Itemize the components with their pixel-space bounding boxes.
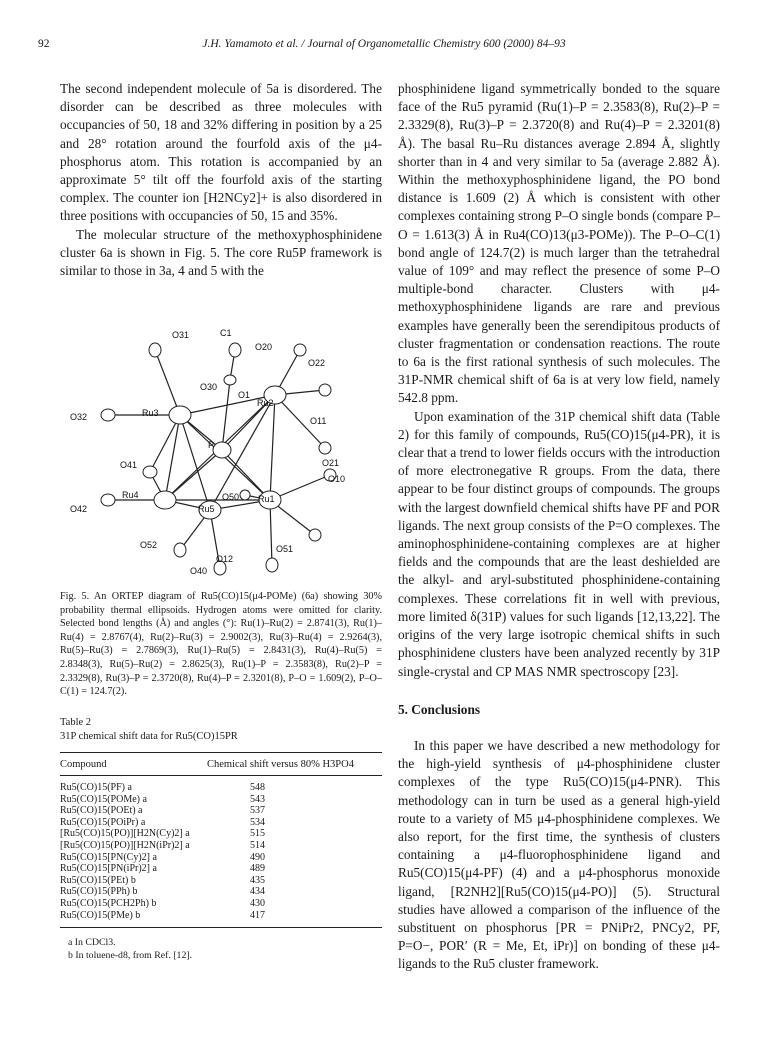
atom-label: O50 bbox=[222, 492, 240, 502]
cell-compound: Ru5(CO)15(PPh) b bbox=[60, 886, 138, 898]
atom-label: O51 bbox=[276, 544, 294, 554]
table-row bbox=[60, 898, 382, 910]
cell-compound: [Ru5(CO)15(PO)][H2N(Cy)2] a bbox=[60, 828, 190, 840]
table-row bbox=[60, 886, 382, 898]
atom-label: O10 bbox=[328, 474, 346, 484]
cell-shift: 430 bbox=[250, 897, 265, 909]
atom-label: P bbox=[208, 440, 215, 450]
atom-label: O30 bbox=[200, 382, 218, 392]
cell-compound: Ru5(CO)15[PN(iPr)2] a bbox=[60, 863, 157, 875]
cell-compound: Ru5(CO)15(PMe) b bbox=[60, 909, 141, 921]
page-number: 92 bbox=[38, 38, 50, 50]
cell-shift: 543 bbox=[250, 793, 265, 805]
ortep-diagram bbox=[60, 320, 382, 585]
cell-shift: 435 bbox=[250, 874, 265, 886]
atom-label: O12 bbox=[216, 554, 234, 564]
atom-label: O21 bbox=[322, 458, 340, 468]
atom-label: O40 bbox=[190, 566, 208, 576]
table-row bbox=[60, 828, 382, 840]
table-label: Table 2 bbox=[60, 717, 92, 728]
paragraph: In this paper we have described a new methodology for the high-yield synthesis of μ4-phosphinidene cluster complexes of the type Ru5(CO)15(μ4-PNR). This methodology can in turn be used as a general high-yield route to a variety of M5 μ4-phosphinidene complexes. We also report, for the first time, the synthesis of clusters containing a μ4-fluorophosphinidene ligand and Ru5(CO)15(μ4-PF) (4) and a μ4-phosphorus monoxide ligand, [R2NH2][Ru5(CO)15(μ4-PO)] (5). Structural studies have allowed a comparison of the influence of the substituent on phosphorus [PR = PNiPr2, PNCy2, PF, P=O−, POR′ (R = Me, Et, iPr)] on bonding of these μ4-ligands to the Ru5 cluster framework. bbox=[398, 737, 720, 972]
figure-caption: Fig. 5. An ORTEP diagram of Ru5(CO)15(μ4-POMe) (6a) showing 30% probability thermal ellipsoids. Hydrogen atoms were omitted for clarity. Selected bond lengths (Å) and angles (°): Ru(1)–Ru(2) = 2.8741(3), Ru(1)–Ru(4) = 2.8767(4), Ru(2)–Ru(3) = 2.9002(3), Ru(3)–Ru(4) = 2.9264(3), Ru(5)–Ru(3) = 2.7869(3), Ru(1)–Ru(5) = 2.8431(3), Ru(4)–Ru(5) = 2.8348(3), Ru(5)–Ru(2) = 2.8625(3), Ru(1)–P = 2.3583(8), Ru(2)–P = 2.3329(8), Ru(3)–P = 2.3720(8), Ru(4)–P = 2.3201(8), P–O = 1.609(2), P–O–C(1) = 124.7(2). bbox=[60, 591, 382, 698]
cell-compound: [Ru5(CO)15(PO)][H2N(iPr)2] a bbox=[60, 839, 190, 851]
atom-label: Ru1 bbox=[258, 494, 275, 504]
footnote: a In CDCl3. bbox=[68, 937, 116, 949]
table-row bbox=[60, 840, 382, 852]
cell-compound: Ru5(CO)15(POEt) a bbox=[60, 805, 143, 817]
table-title: 31P chemical shift data for Ru5(CO)15PR bbox=[60, 731, 238, 742]
atom-label: O22 bbox=[308, 358, 326, 368]
atom-label: O52 bbox=[140, 540, 158, 550]
left-column bbox=[60, 80, 382, 280]
table-row bbox=[60, 852, 382, 864]
atom-label: O32 bbox=[70, 412, 88, 422]
table-row bbox=[60, 863, 382, 875]
cell-compound: Ru5(CO)15[PN(Cy)2] a bbox=[60, 851, 157, 863]
table-row bbox=[60, 875, 382, 887]
atom-label: Ru3 bbox=[142, 408, 159, 418]
cell-shift: 434 bbox=[250, 886, 265, 898]
table-row bbox=[60, 910, 382, 922]
atom-label: O42 bbox=[70, 504, 88, 514]
ortep-figure bbox=[60, 320, 382, 585]
atom-label: O11 bbox=[310, 416, 327, 426]
table-row bbox=[60, 782, 382, 794]
paragraph: Upon examination of the 31P chemical shift data (Table 2) for this family of compounds, Ru5(CO)15(μ4-PR), it is clear that a trend to lower fields occurs with the introduction of more electronegative R groups. From the data, there appear to be four distinct groups of compounds. The groups with the largest downfield chemical shifts have PF and POR ligands. The next group consists of the P=O complexes. The aminophosphinidene-containing complexes are at higher fields and the compounds that are the least deshielded are the alkyl- and aryl-substituted phosphinidene-containing complexes. These correlations fit in well with previous, more limited δ(31P) values for such ligands [12,13,22]. The origins of the very large isotropic chemical shifts in such phosphinidene clusters have been analyzed recently by 31P single-crystal and CP MAS NMR spectroscopy [23]. bbox=[398, 408, 720, 679]
table-header bbox=[60, 752, 382, 776]
atom-label: Ru4 bbox=[122, 490, 139, 500]
running-header bbox=[38, 38, 730, 54]
atom-label: O1 bbox=[238, 390, 251, 400]
table-body bbox=[60, 776, 382, 928]
cell-shift: 548 bbox=[250, 782, 265, 793]
table-row bbox=[60, 805, 382, 817]
table-footnotes bbox=[60, 936, 382, 962]
cell-compound: Ru5(CO)15(POiPr) a bbox=[60, 816, 146, 828]
cell-shift: 515 bbox=[250, 828, 265, 840]
paragraph: phosphinidene ligand symmetrically bonded to the square face of the Ru5 pyramid (Ru(1)–P = 2.3583(8), Ru(2)–P = 2.3329(8), Ru(3)–P = 2.3720(8) and Ru(4)–P = 2.3201(8) Å). The basal Ru–Ru distances average 2.894 Å, slightly shorter than in 4 and very similar to 5a (average 2.882 Å). Within the methoxyphosphinidene ligand, the PO bond distance is 1.609 (2) Å which is consistent with other complexes containing strong P–O single bonds (compare P–O = 1.613(3) Å in Ru4(CO)13(μ3-POMe)). The P–O–C(1) bond angle of 124.7(2) is much larger than the tetrahedral value of 109° and may reflect the presence of some P–O multiple-bond character. Clusters with μ4-methoxyphosphinidene ligands are rare and previous examples have generally been the serendipitous products of cluster fragmentation or condensation reactions. The route to 6a is the first rational synthesis of such molecules. The 31P-NMR chemical shift of 6a is at very low field, namely 542.8 ppm. bbox=[398, 81, 720, 406]
atom-label: Ru2 bbox=[257, 398, 274, 408]
table-row bbox=[60, 794, 382, 806]
cell-compound: Ru5(CO)15(PEt) b bbox=[60, 874, 136, 886]
running-title: J.H. Yamamoto et al. / Journal of Organometallic Chemistry 600 (2000) 84–93 bbox=[202, 38, 566, 50]
table-2 bbox=[60, 716, 382, 962]
paragraph: The second independent molecule of 5a is disordered. The disorder can be described as three molecules with occupancies of 50, 18 and 32% differing in position by a 25 and 28° rotation around the fourfold axis of the μ4-phosphorus atom. This rotation is accompanied by an approximate 5° tilt off the fourfold axis of the starting complex. The counter ion [H2NCy2]+ is also disordered in three positions with occupancies of 50, 15 and 35%. bbox=[60, 81, 382, 224]
atom-label: Ru5 bbox=[198, 504, 215, 514]
atom-label: O31 bbox=[172, 330, 190, 340]
table-row bbox=[60, 817, 382, 829]
cell-compound: Ru5(CO)15(POMe) a bbox=[60, 793, 147, 805]
cell-shift: 417 bbox=[250, 909, 265, 921]
column-header-shift: Chemical shift versus 80% H3PO4 bbox=[207, 759, 354, 770]
cell-shift: 490 bbox=[250, 851, 265, 863]
paragraph: The molecular structure of the methoxyphosphinidene cluster 6a is shown in Fig. 5. The core Ru5P framework is similar to those in 3a, 4 and 5 with the bbox=[60, 226, 382, 279]
section-heading: 5. Conclusions bbox=[398, 701, 481, 717]
footnote: b In toluene-d8, from Ref. [12]. bbox=[68, 950, 193, 962]
atom-label: C1 bbox=[220, 328, 232, 338]
column-header-compound: Compound bbox=[60, 759, 107, 770]
cell-shift: 489 bbox=[250, 863, 265, 875]
cell-compound: Ru5(CO)15(PCH2Ph) b bbox=[60, 897, 157, 909]
cell-shift: 534 bbox=[250, 816, 265, 828]
cell-shift: 537 bbox=[250, 805, 265, 817]
cell-compound: Ru5(CO)15(PF) a bbox=[60, 782, 132, 793]
right-column bbox=[398, 80, 720, 974]
atom-label: O41 bbox=[120, 460, 138, 470]
atom-label: O20 bbox=[255, 342, 273, 352]
cell-shift: 514 bbox=[250, 839, 265, 851]
